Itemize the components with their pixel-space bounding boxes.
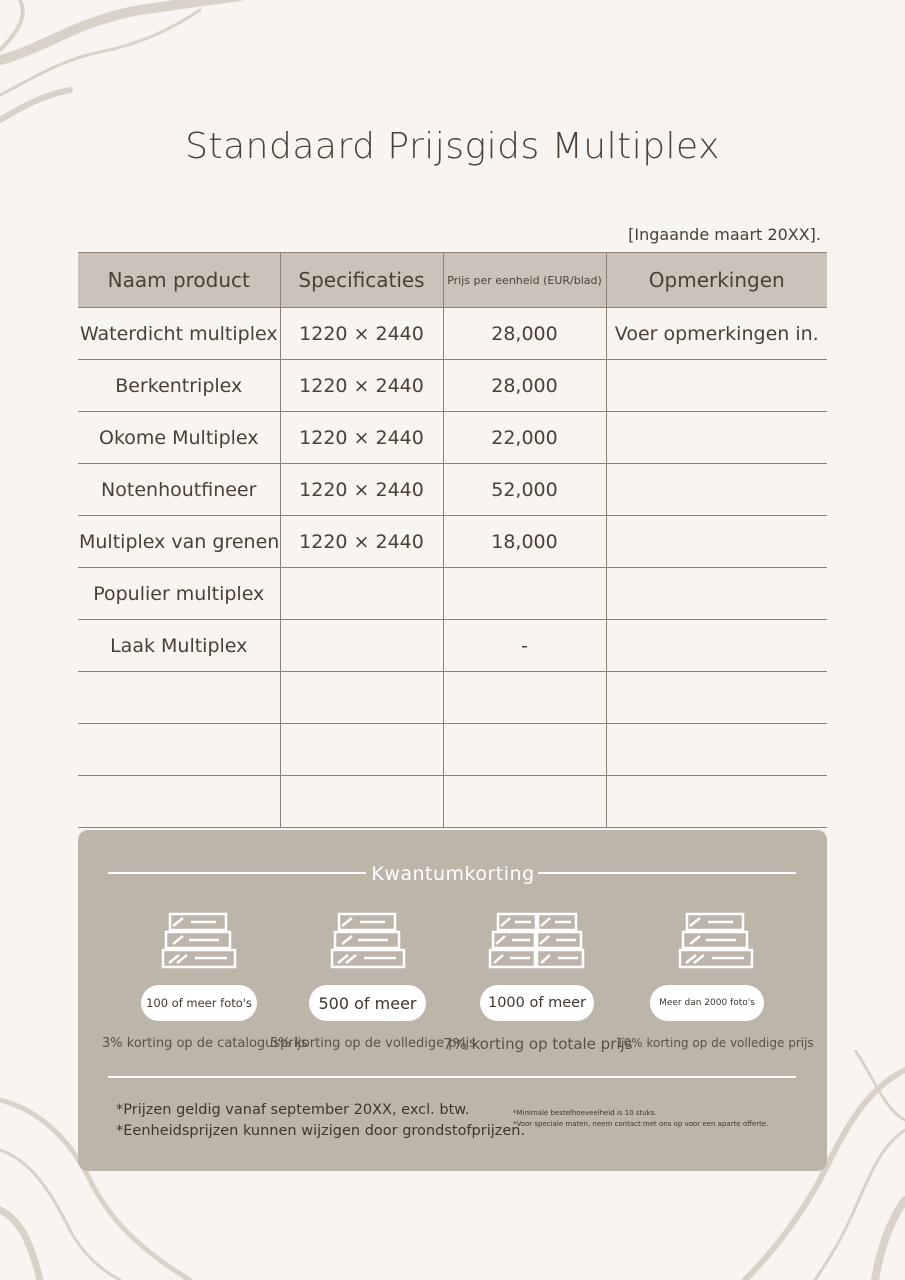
marble-decoration-top-left xyxy=(0,0,260,140)
header-remarks: Opmerkingen xyxy=(606,253,827,308)
tier-quantity-pill: 100 of meer foto's xyxy=(141,985,257,1021)
cell-spec: 1220 × 2440 xyxy=(280,464,443,516)
tier-quantity-pill: 500 of meer xyxy=(309,985,426,1021)
small-print-notes xyxy=(513,1108,768,1130)
cell-product xyxy=(78,724,280,776)
cell-product: Laak Multiplex xyxy=(78,620,280,672)
cell-remark xyxy=(606,568,827,620)
cell-spec xyxy=(280,620,443,672)
stacked-boxes-icon xyxy=(161,912,239,970)
cell-remark xyxy=(606,672,827,724)
table-row xyxy=(78,516,827,568)
stacked-boxes-icon xyxy=(678,912,756,970)
cell-remark: Voer opmerkingen in. xyxy=(606,308,827,360)
cell-price xyxy=(443,776,606,828)
cell-remark xyxy=(606,776,827,828)
cell-price: 28,000 xyxy=(443,308,606,360)
notes-divider xyxy=(108,1076,796,1078)
header-product-name: Naam product xyxy=(78,253,280,308)
table-row xyxy=(78,724,827,776)
cell-spec: 1220 × 2440 xyxy=(280,360,443,412)
header-specifications: Specificaties xyxy=(280,253,443,308)
note-line: *Prijzen geldig vanaf september 20XX, excl. btw. xyxy=(116,1102,470,1118)
table-row xyxy=(78,620,827,672)
cell-remark xyxy=(606,464,827,516)
cell-price: - xyxy=(443,620,606,672)
volume-discount-title: Kwantumkorting xyxy=(371,863,535,885)
cell-price: 28,000 xyxy=(443,360,606,412)
table-row xyxy=(78,776,827,828)
cell-remark xyxy=(606,360,827,412)
cell-remark xyxy=(606,620,827,672)
effective-date: [Ingaande maart 20XX]. xyxy=(628,225,821,244)
pricing-notes xyxy=(116,1100,525,1142)
cell-product: Notenhoutfineer xyxy=(78,464,280,516)
cell-spec: 1220 × 2440 xyxy=(280,308,443,360)
tier-discount-text: 10% korting op de volledige prijs xyxy=(616,1036,814,1050)
table-row xyxy=(78,568,827,620)
volume-discount-panel xyxy=(78,830,827,1171)
note-line: *Eenheidsprijzen kunnen wijzigen door grondstofprijzen. xyxy=(116,1123,526,1139)
cell-price: 18,000 xyxy=(443,516,606,568)
cell-remark xyxy=(606,516,827,568)
cell-remark xyxy=(606,412,827,464)
tier-discount-text: 7% korting op totale prijs xyxy=(443,1035,633,1053)
cell-spec xyxy=(280,568,443,620)
small-note-line: *Voor speciale maten, neem contact met ons op voor een aparte offerte. xyxy=(513,1120,769,1128)
cell-product: Multiplex van grenen xyxy=(78,516,280,568)
tier-discount-text: 3% korting op de catalogusprijs xyxy=(102,1036,308,1051)
cell-price xyxy=(443,568,606,620)
cell-price xyxy=(443,672,606,724)
small-note-line: *Minimale bestelhoeveelheid is 10 stuks. xyxy=(513,1109,657,1117)
cell-product xyxy=(78,672,280,724)
stacked-boxes-icon xyxy=(488,912,586,970)
table-row xyxy=(78,308,827,360)
table-row xyxy=(78,464,827,516)
price-table xyxy=(78,252,827,828)
cell-product xyxy=(78,776,280,828)
cell-spec: 1220 × 2440 xyxy=(280,412,443,464)
title-divider-left xyxy=(108,872,366,874)
stacked-boxes-icon xyxy=(330,912,408,970)
cell-product: Okome Multiplex xyxy=(78,412,280,464)
tier-quantity-pill: Meer dan 2000 foto's xyxy=(650,985,764,1021)
cell-price: 52,000 xyxy=(443,464,606,516)
title-divider-right xyxy=(538,872,796,874)
table-row xyxy=(78,672,827,724)
cell-product: Berkentriplex xyxy=(78,360,280,412)
header-unit-price: Prijs per eenheid (EUR/blad) xyxy=(443,253,606,308)
cell-spec xyxy=(280,724,443,776)
cell-product: Waterdicht multiplex xyxy=(78,308,280,360)
cell-remark xyxy=(606,724,827,776)
tier-quantity-pill: 1000 of meer xyxy=(480,985,594,1021)
cell-spec: 1220 × 2440 xyxy=(280,516,443,568)
cell-price xyxy=(443,724,606,776)
tier-discount-text: 5% korting op de volledige prijs xyxy=(270,1036,476,1051)
cell-spec xyxy=(280,672,443,724)
cell-spec xyxy=(280,776,443,828)
cell-product: Populier multiplex xyxy=(78,568,280,620)
page-title: Standaard Prijsgids Multiplex xyxy=(185,126,720,167)
cell-price: 22,000 xyxy=(443,412,606,464)
table-header-row xyxy=(78,253,827,308)
table-row xyxy=(78,360,827,412)
table-row xyxy=(78,412,827,464)
